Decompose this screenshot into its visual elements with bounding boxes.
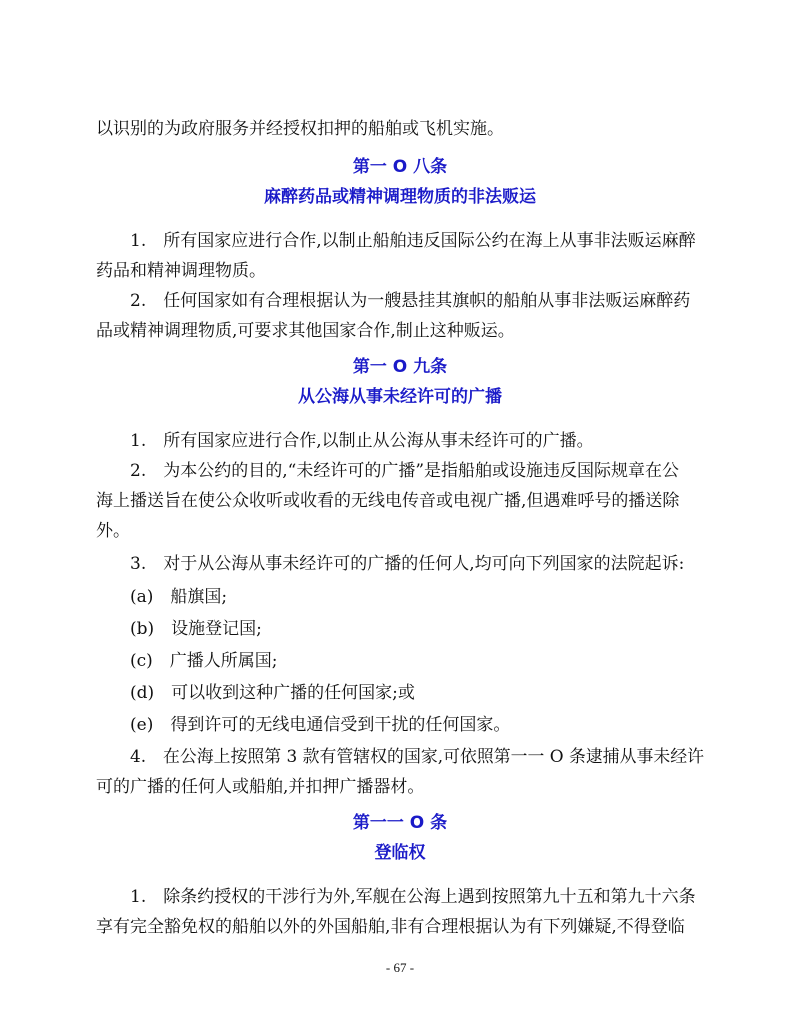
- list-item-d: (d) 可以收到这种广播的任何国家;或: [130, 683, 415, 703]
- article-109-paragraph-2-line-1: 2. 为本公约的目的,“未经许可的广播”是指船舶或设施违反国际规章在公: [130, 461, 680, 481]
- article-108-paragraph-2-line-2: 品或精神调理物质,可要求其他国家合作,制止这种贩运。: [96, 321, 515, 341]
- page-number: - 67 -: [385, 960, 415, 975]
- article-108-title: 麻醉药品或精神调理物质的非法贩运: [264, 187, 536, 207]
- article-109-paragraph-3: 3. 对于从公海从事未经许可的广播的任何人,均可向下列国家的法院起诉:: [130, 554, 685, 574]
- list-item-a: (a) 船旗国;: [130, 587, 228, 607]
- list-item-e: (e) 得到许可的无线电通信受到干扰的任何国家。: [130, 715, 511, 735]
- article-109-paragraph-2-line-2: 海上播送旨在使公众收听或收看的无线电传音或电视广播,但遇难呼号的播送除: [96, 491, 680, 511]
- article-109-paragraph-2-line-3: 外。: [96, 521, 130, 541]
- list-item-c: (c) 广播人所属国;: [130, 651, 278, 671]
- article-108-paragraph-1-line-2: 药品和精神调理物质。: [96, 261, 266, 281]
- article-109-title: 从公海从事未经许可的广播: [298, 387, 502, 407]
- list-item-b: (b) 设施登记国;: [130, 619, 262, 639]
- article-108-paragraph-1-line-1: 1. 所有国家应进行合作,以制止船舶违反国际公约在海上从事非法贩运麻醉: [130, 231, 696, 251]
- article-110-number: 第一一 O 条: [352, 813, 448, 833]
- article-109-paragraph-4-line-2: 可的广播的任何人或船舶,并扣押广播器材。: [96, 777, 425, 797]
- article-109-paragraph-1: 1. 所有国家应进行合作,以制止从公海从事未经许可的广播。: [130, 431, 594, 451]
- article-110-paragraph-1-line-1: 1. 除条约授权的干涉行为外,军舰在公海上遇到按照第九十五和第九十六条: [130, 887, 696, 907]
- article-109-number: 第一 O 九条: [352, 357, 448, 377]
- body-line: 以识别的为政府服务并经授权扣押的船舶或飞机实施。: [96, 119, 504, 139]
- article-110-paragraph-1-line-2: 享有完全豁免权的船舶以外的外国船舶,非有合理根据认为有下列嫌疑,不得登临: [96, 917, 685, 937]
- article-110-title: 登临权: [374, 843, 426, 863]
- article-108-paragraph-2-line-1: 2. 任何国家如有合理根据认为一艘悬挂其旗帜的船舶从事非法贩运麻醉药: [130, 291, 691, 311]
- article-108-number: 第一 O 八条: [352, 157, 448, 177]
- article-109-paragraph-4-line-1: 4. 在公海上按照第 3 款有管辖权的国家,可依照第一一 O 条逮捕从事未经许: [130, 747, 705, 767]
